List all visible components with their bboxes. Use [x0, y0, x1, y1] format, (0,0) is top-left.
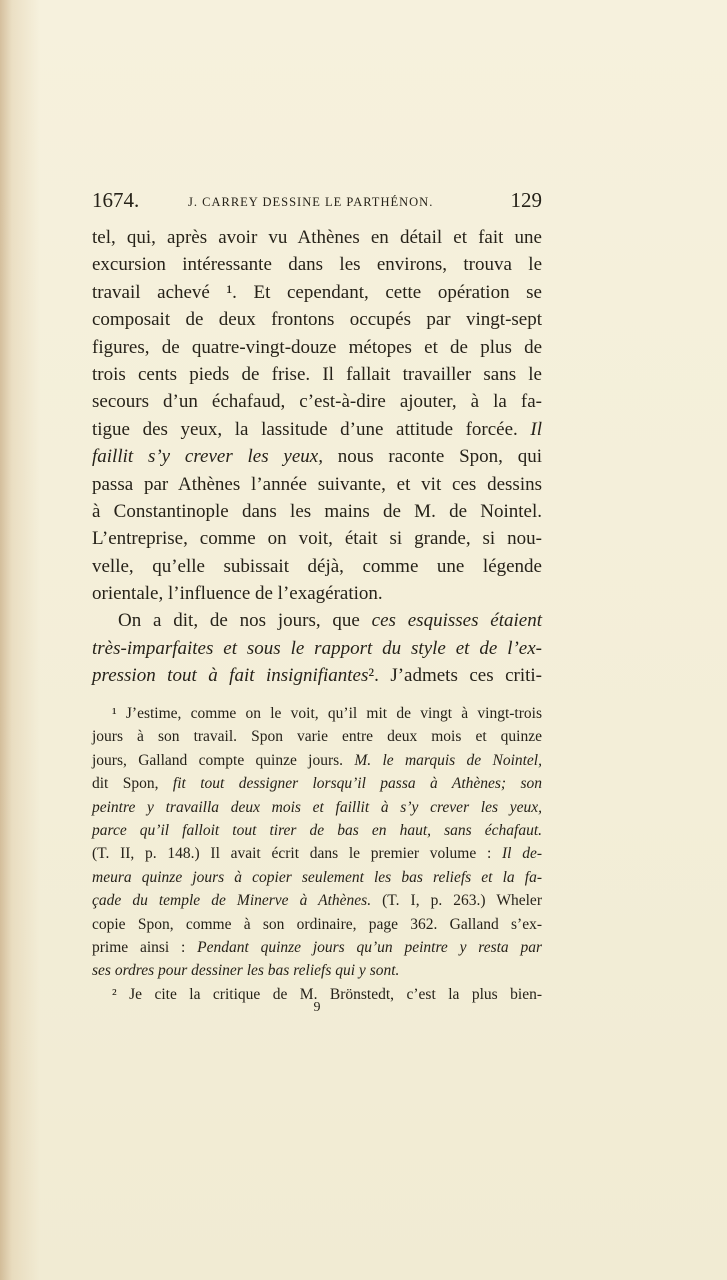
- body-line: passa par Athènes l’année suivante, et vit ces dessins: [92, 473, 542, 495]
- footnote-line: ¹ J’estime, comme on le voit, qu’il mit de vingt à vingt-trois: [112, 705, 542, 722]
- signature-mark: 9: [313, 1000, 321, 1015]
- footnote-line: parce qu’il falloit tout tirer de bas en haut, sans échafaut.: [92, 821, 542, 839]
- footnote-line: peintre y travailla deux mois et faillit à s’y crever les yeux,: [92, 798, 542, 816]
- footnote-line: jours à son travail. Spon varie entre deux mois et quinze: [92, 728, 542, 746]
- body-line: faillit s’y crever les yeux, nous raconte Spon, qui: [92, 446, 542, 468]
- body-text: [92, 224, 542, 690]
- running-head: [92, 188, 542, 216]
- footnote-line: ² Je cite la critique de M. Brönstedt, c’est la plus bien-: [112, 985, 542, 1003]
- footnote-line: (T. II, p. 148.) Il avait écrit dans le premier volume : Il de-: [92, 845, 542, 863]
- body-line: secours d’un échafaud, c’est-à-dire ajouter, à la fa-: [92, 391, 542, 413]
- body-line: pression tout à fait insignifiantes². J’admets ces criti-: [92, 665, 542, 687]
- body-line: L’entreprise, comme on voit, était si grande, si nou-: [92, 528, 542, 550]
- chapter-running-title: J. CARREY DESSINE LE PARTHÉNON.: [188, 195, 434, 209]
- footnotes: [92, 702, 542, 1006]
- footnote-line: dit Spon, fit tout dessigner lorsqu’il passa à Athènes; son: [92, 775, 542, 793]
- body-line: On a dit, de nos jours, que ces esquisses étaient: [118, 610, 542, 632]
- year-heading: 1674.: [92, 188, 140, 212]
- body-line: à Constantinople dans les mains de M. de Nointel.: [92, 500, 542, 522]
- body-line: tigue des yeux, la lassitude d’une attitude forcée. Il: [92, 418, 542, 440]
- body-line: travail achevé ¹. Et cependant, cette opération se: [92, 281, 542, 303]
- body-line: velle, qu’elle subissait déjà, comme une légende: [92, 555, 542, 577]
- footnote-line: jours, Galland compte quinze jours. M. le marquis de Nointel,: [92, 751, 542, 769]
- footnote-line: copie Spon, comme à son ordinaire, page 362. Galland s’ex-: [92, 915, 542, 933]
- page-number: 129: [510, 188, 542, 212]
- body-line: orientale, l’influence de l’exagération.: [92, 583, 383, 605]
- body-line: très-imparfaites et sous le rapport du style et de l’ex-: [92, 637, 542, 659]
- body-line: tel, qui, après avoir vu Athènes en détail et fait une: [92, 227, 542, 248]
- body-line: figures, de quatre-vingt-douze métopes et de plus de: [92, 336, 542, 358]
- footnote-line: çade du temple de Minerve à Athènes. (T. I, p. 263.) Wheler: [92, 892, 542, 910]
- footnote-line: prime ainsi : Pendant quinze jours qu’un peintre y resta par: [92, 938, 542, 956]
- body-line: trois cents pieds de frise. Il fallait travailler sans le: [92, 363, 542, 385]
- body-line: composait de deux frontons occupés par vingt-sept: [92, 309, 542, 331]
- body-line: excursion intéressante dans les environs, trouva le: [92, 254, 542, 276]
- footnote-line: meura quinze jours à copier seulement les bas reliefs et la fa-: [92, 868, 542, 886]
- footnote-line: ses ordres pour dessiner les bas reliefs qui y sont.: [92, 962, 400, 980]
